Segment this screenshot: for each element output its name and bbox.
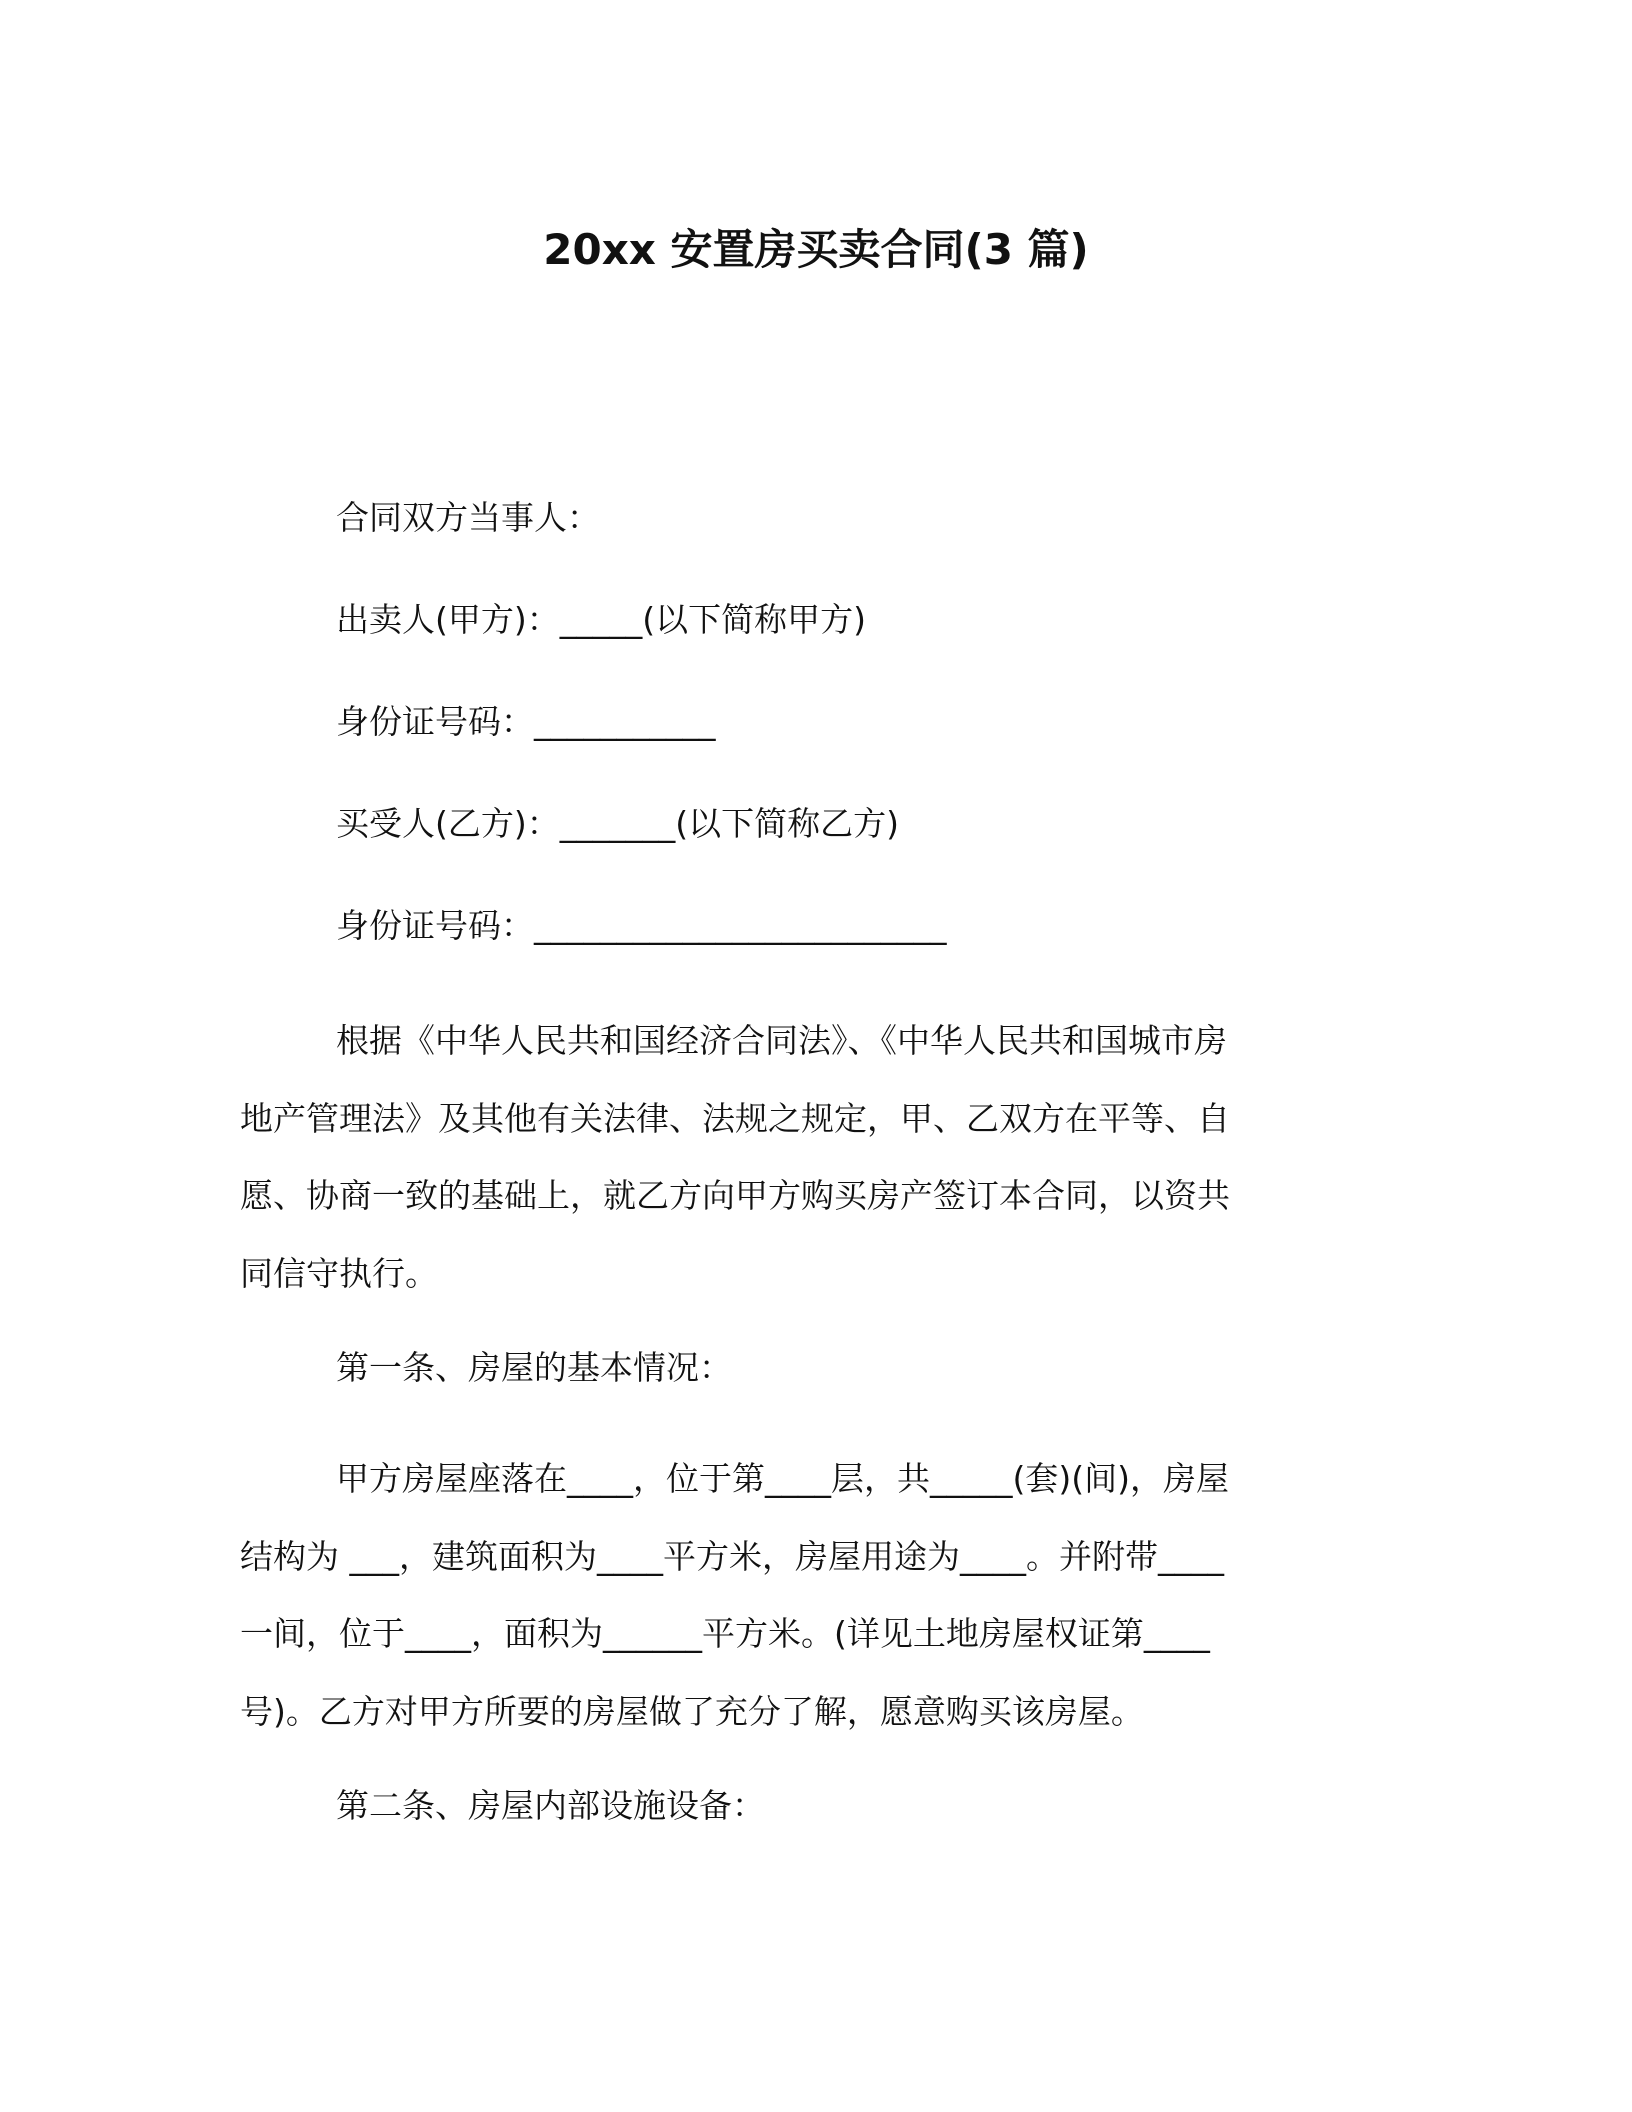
- seller-line: 出卖人(甲方)：_____(以下简称甲方): [336, 600, 866, 639]
- preamble-line: 愿、协商一致的基础上，就乙方向甲方购买房产签订本合同，以资共: [240, 1176, 1230, 1215]
- preamble-line: 地产管理法》及其他有关法律、法规之规定，甲、乙双方在平等、自: [240, 1098, 1230, 1138]
- buyer-id-line: 身份证号码：_________________________: [336, 906, 947, 945]
- preamble-line: 同信守执行。: [240, 1253, 438, 1293]
- parties-heading: 合同双方当事人：: [336, 498, 600, 537]
- document-title: 20xx 安置房买卖合同(3 篇): [543, 225, 1089, 274]
- buyer-line: 买受人(乙方)：_______(以下简称乙方): [336, 804, 899, 843]
- article1-line: 号)。乙方对甲方所要的房屋做了充分了解，愿意购买该房屋。: [240, 1691, 1144, 1731]
- preamble-line: 根据《中华人民共和国经济合同法》、《中华人民共和国城市房: [336, 1021, 1227, 1060]
- article1-heading: 第一条、房屋的基本情况：: [336, 1348, 732, 1387]
- preamble-paragraph: [240, 1002, 1390, 1312]
- article1-paragraph: [240, 1440, 1390, 1750]
- seller-id-line: 身份证号码：___________: [336, 702, 716, 741]
- article1-line: 结构为 ___，建筑面积为____平方米，房屋用途为____。并附带____: [240, 1536, 1224, 1576]
- article2-heading: 第二条、房屋内部设施设备：: [336, 1786, 765, 1825]
- article1-line: 一间，位于____，面积为______平方米。(详见土地房屋权证第____: [240, 1614, 1210, 1653]
- article1-line: 甲方房屋座落在____，位于第____层，共_____(套)(间)，房屋: [336, 1459, 1229, 1498]
